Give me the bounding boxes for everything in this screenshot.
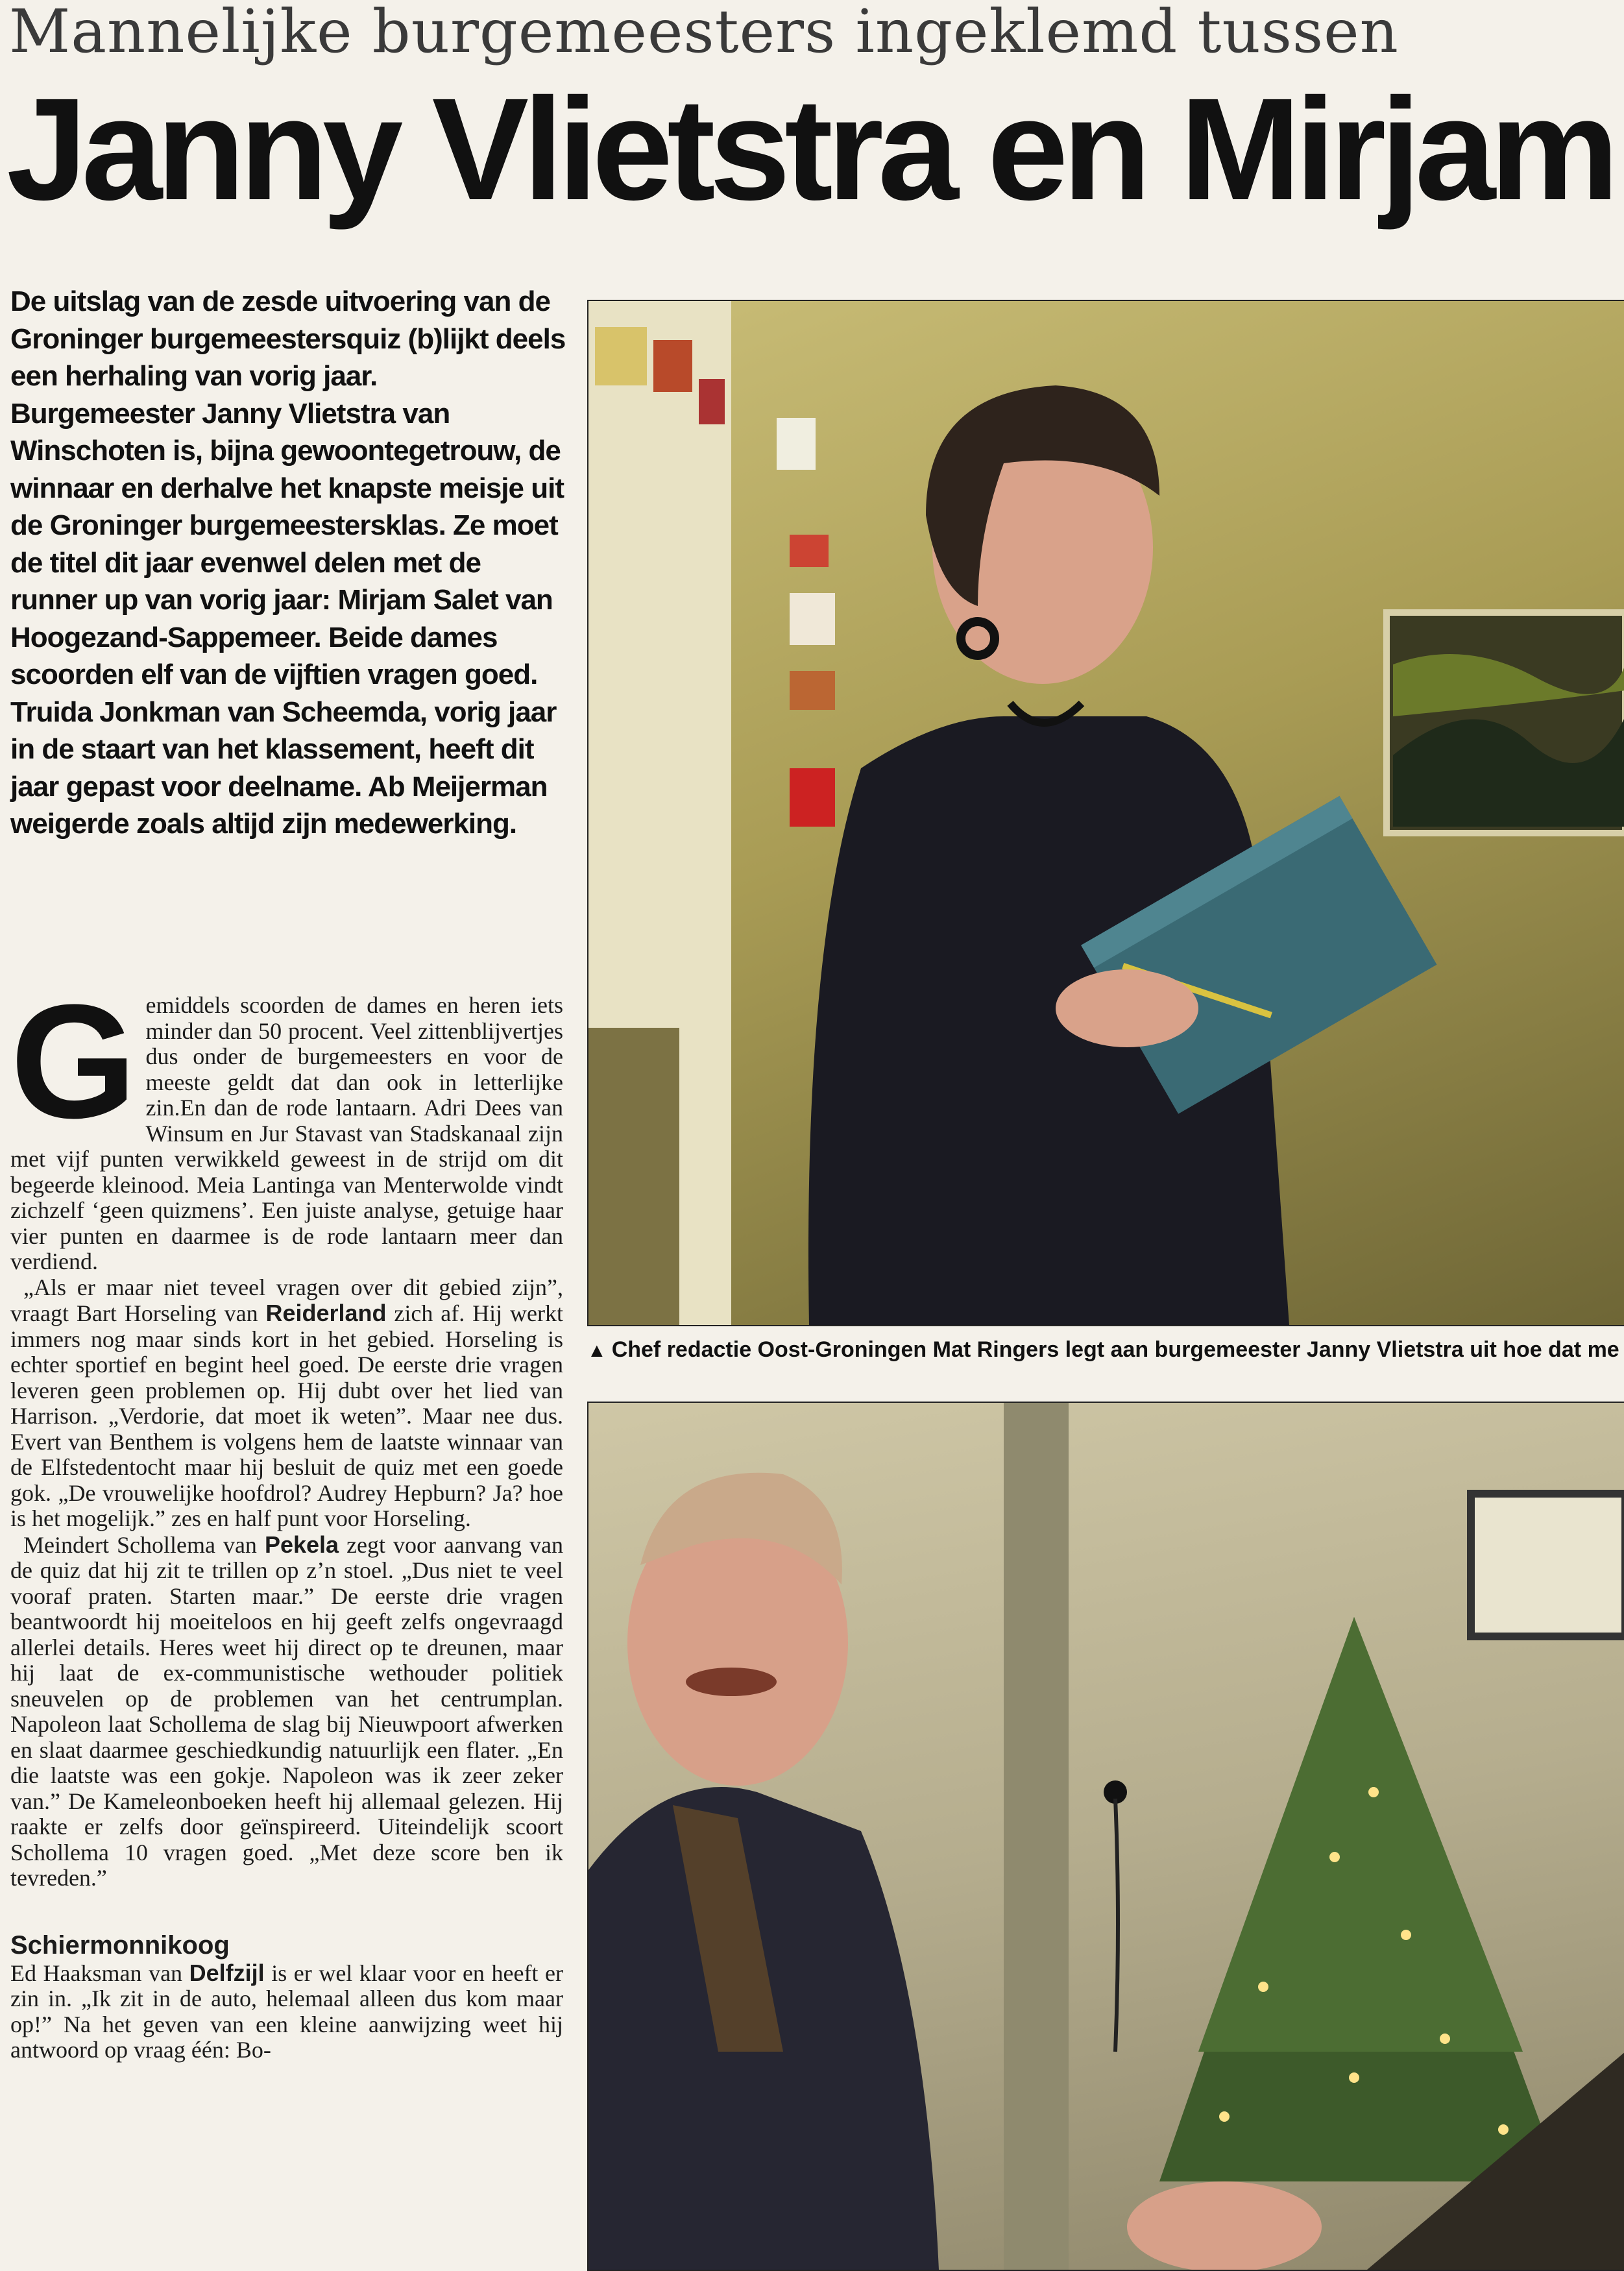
triangle-up-icon: ▲ — [587, 1340, 607, 1361]
photo-illustration — [588, 301, 1624, 1325]
place-name: Pekela — [264, 1531, 339, 1558]
photo-caption: ▲ Chef redactie Oost-Groningen Mat Ringers legt aan burgemeester Janny Vlietstra uit hoe dat me — [587, 1337, 1619, 1362]
lead-paragraph: De uitslag van de zesde uitvoering van de Groninger burgemeestersquiz (b)lijkt deels een herhaling van vorig jaar. Burgemeester Janny Vlietstra van Winschoten is, bijna gewoontegetrouw, de winnaar en derhalve het knapste meisje uit de Groninger burgemeestersklas. Ze moet de titel dit jaar evenwel delen met de runner up van vorig jaar: Mirjam Salet van Hoogezand-Sappemeer. Beide dames scoorden elf van de vijftien vragen goed. Truida Jonkman van Scheemda, vorig jaar in de staart van het klassement, heeft dit jaar gepast voor deelname. Ab Meijerman weigerde zoals altijd zijn medewerking. — [10, 285, 566, 840]
body-paragraph: Ed Haaksman van Delfzijl is er wel klaar voor en heeft er zin in. „Ik zit in de auto, helemaal alleen dus kom maar op!” Na het geven van een kleine aanwijzing weet hij antwoord op vraag één: Bo- — [10, 1959, 563, 2063]
kicker: Mannelijke burgemeesters ingeklemd tussen — [9, 0, 1399, 66]
photo-mayor-with-gift — [587, 300, 1624, 1326]
body-column — [10, 993, 563, 2268]
body-paragraph: Gemiddels scoorden de dames en heren iets minder dan 50 procent. Veel zittenblijvertjes dus onder de burgemeesters en voor de meeste geldt dat dan ook in letterlijke zin.En dan de rode lantaarn. Adri Dees van Winsum en Jur Stavast van Stadskanaal zijn met vijf punten verwikkeld geweest in de strijd om dit begeerde kleinood. Meia Lantinga van Menterwolde vindt zichzelf ‘geen quizmens’. Een juiste analyse, getuige haar vier punten en daarmee is de rode lantaarn meer dan verdiend. — [10, 993, 563, 1274]
headline: Janny Vlietstra en Mirjam — [6, 71, 1614, 230]
subheading: Schiermonnikoog — [10, 1930, 230, 1960]
body-paragraph: Meindert Schollema van Pekela zegt voor aanvang van de quiz dat hij zit te trillen op z’n stoel. „Dus niet te veel vooraf praten. Starten maar.” De eerste drie vragen beantwoordt hij moeiteloos en hij geeft zelfs ongevraagd allerlei details. Heres weet hij direct op te dreunen, maar hij laat de ex-communistische wethouder politiek sneuvelen op de problemen van het centrumplan. Napoleon laat Schollema de slag bij Nieuwpoort afwerken en slaat daarmee geschiedkundig natuurlijk een flater. „En die laatste was een gokje. Napoleon was ik zeer zeker van.” De Kameleonboeken heeft hij allemaal gelezen. Hij raakte er zelfs door geïnspireerd. Uiteindelijk scoort Schollema 10 vragen goed. „Met deze score ben ik tevreden.” — [10, 1531, 563, 1891]
drop-cap: G — [10, 993, 137, 1152]
place-name: Reiderland — [265, 1300, 387, 1326]
photo-illustration — [588, 1403, 1624, 2270]
place-name: Delfzijl — [189, 1959, 265, 1986]
body-paragraph: „Als er maar niet teveel vragen over dit gebied zijn”, vraagt Bart Horseling van Reiderland zich af. Hij werkt immers nog maar sinds kort in het gebied. Horseling is echter sportief en begint heel goed. De eerste drie vragen leveren geen problemen op. Hij dubt over het lied van Harrison. „Verdorie, dat moet ik weten”. Maar nee dus. Evert van Benthem is volgens hem de laatste winnaar van de Elfstedentocht maar hij besluit de quiz met een goede gok. „De vrouwelijke hoofdrol? Audrey Hepburn? Ja? hoe is het mogelijk.” zes en half punt voor Horseling. — [10, 1274, 563, 1531]
photo-mayor-handshake — [587, 1402, 1624, 2271]
